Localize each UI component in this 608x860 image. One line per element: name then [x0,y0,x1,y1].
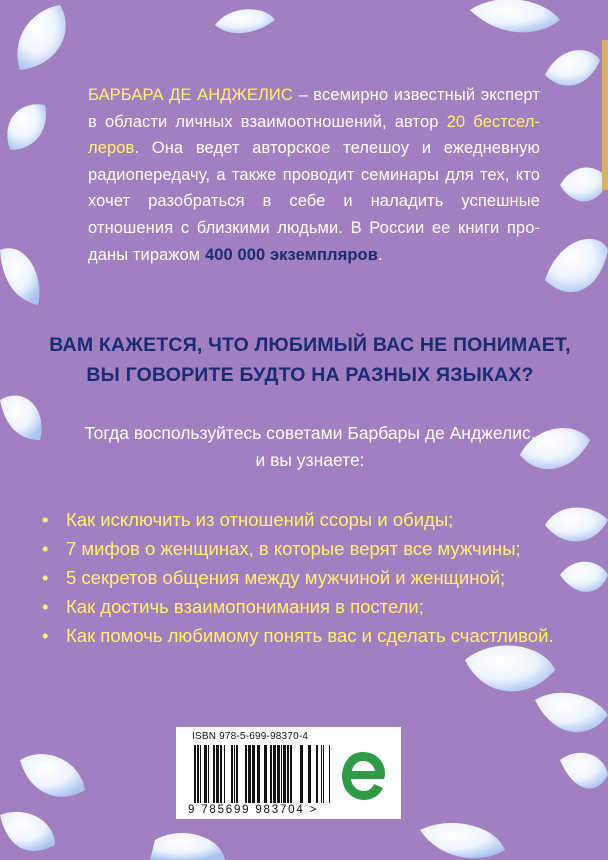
list-item-text: 5 секретов общения между мужчиной и женщиной; [66,567,506,588]
headline-line-1: ВАМ КАЖЕТСЯ, ЧТО ЛЮБИМЫЙ ВАС НЕ ПОНИМАЕТ, [49,334,571,356]
barcode-icon [194,745,344,803]
intro-line-2: и вы узнаете: [255,450,365,470]
list-item [42,534,562,563]
list-item [42,592,562,621]
bullet-icon: • [42,567,49,588]
bullet-icon: • [42,509,49,530]
barcode-digits: 9 785699 983704 > [188,804,319,816]
author-name: БАРБАРА ДЕ АНДЖЕЛИС [88,86,293,104]
list-item [42,563,562,592]
list-item-text: Как достичь взаимопонимания в постели; [66,596,424,617]
bio-text-3: . [377,245,383,264]
publisher-e-logo-icon [340,748,386,804]
bullet-icon: • [42,625,49,646]
bestsellers-count: 20 бестселлеров [88,112,540,158]
copies-sold: 400 000 экземпляров [204,245,378,264]
feature-list [42,505,562,650]
list-item-text: Как исключить из отношений ссоры и обиды; [66,509,454,530]
edge-strip [602,40,608,190]
isbn-label: ISBN 978-5-699-98370-4 [192,731,309,742]
intro-text [40,420,580,474]
headline-line-2: ВЫ ГОВОРИТЕ БУДТО НА РАЗНЫХ ЯЗЫКАХ? [86,364,534,386]
list-item [42,621,562,650]
list-item-text: Как помочь любимому понять вас и сделать счастливой. [66,625,554,646]
bio-text-2: . Она ведет авторское телешоу и ежедневную радиопередачу, а также проводит семинары для тех, кто хочет разобраться в себе и наладить успешные отношения с близкими людьми. В России ее книги проданы тиражом [88,139,540,264]
headline-question [40,330,580,390]
bullet-icon: • [42,596,49,617]
list-item [42,505,562,534]
list-item-text: 7 мифов о женщинах, в которые верят все мужчины; [66,538,521,559]
author-bio [88,82,540,268]
bio-text-1: – всемирно известный эксперт в области личных взаимоотношений, автор [88,86,540,131]
intro-line-1: Тогда воспользуйтесь советами Барбары де Анджелис, [84,423,536,443]
bullet-icon: • [42,538,49,559]
